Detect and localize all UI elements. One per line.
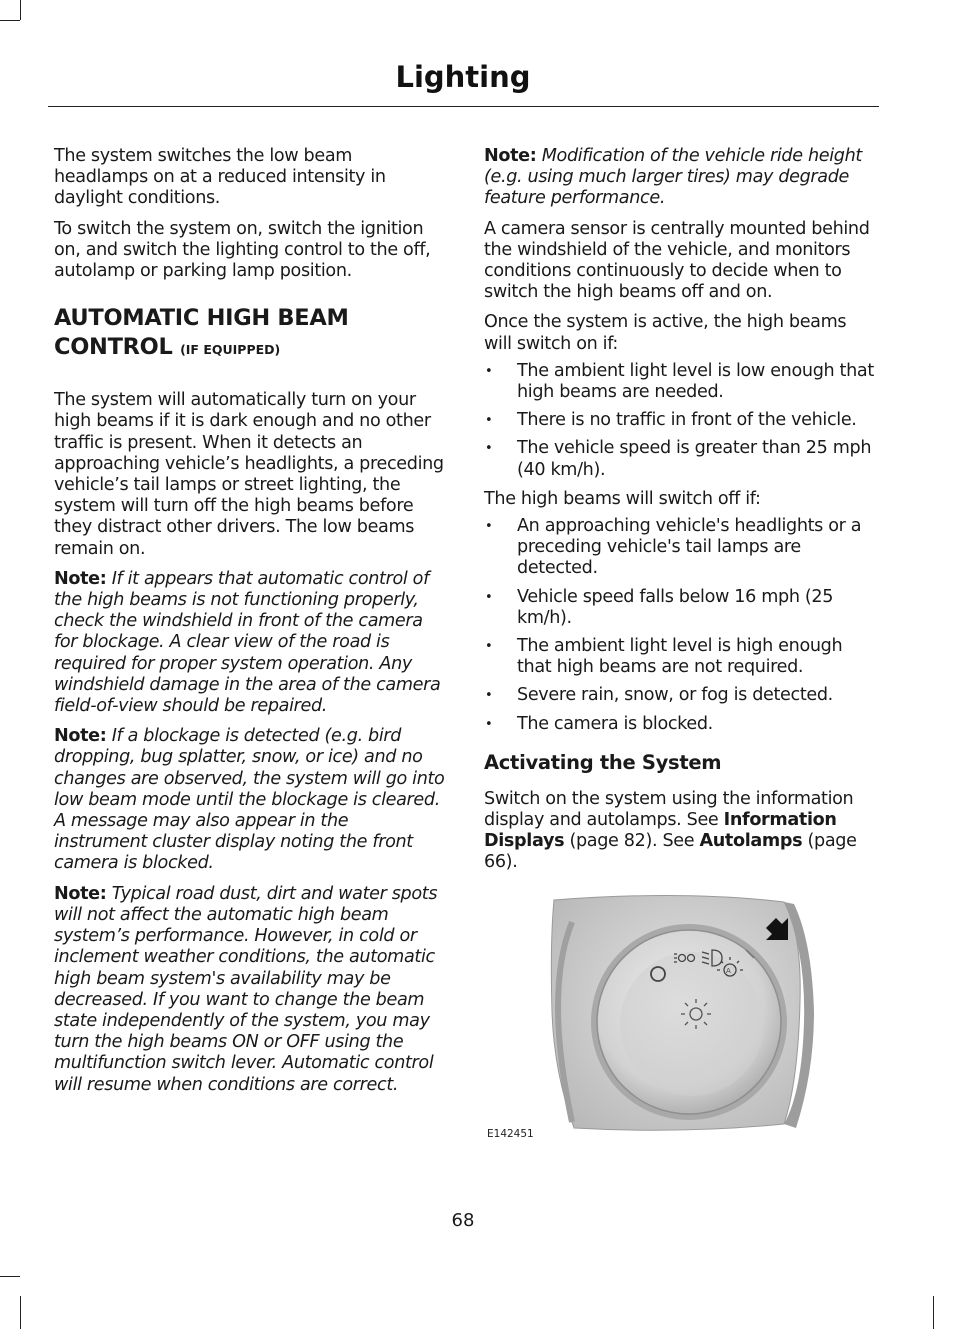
text: (page 82). See [564,831,700,852]
list-item: • The vehicle speed is greater than 25 mph (40 km/h). [484,438,876,480]
note-label: Note: [54,883,107,904]
list-item: • Severe rain, snow, or fog is detected. [484,685,876,706]
cross-reference-link[interactable]: Information Displays [484,810,837,852]
paragraph: A camera sensor is centrally mounted behind the windshield of the vehicle, and monitors conditions continuously to decide when to switch the high beams off and on. [484,218,870,303]
cross-reference-link[interactable]: Autolamps [699,831,803,852]
note-label: Note: [484,146,537,166]
note-text: Typical road dust, dirt and water spots will not affect the automatic high beam system’s performance. However, in cold or inclement weather conditions, the automatic high beam system's availability may be decreased. If you want to change the beam state independently of the system, you may turn the high beams ON or OFF using the multifunction switch lever. Automatic control will resume when conditions are correct. [54,883,438,1095]
section-heading [54,304,446,364]
note [54,884,446,1096]
page-number: 68 [451,1210,475,1231]
note-text: Modification of the vehicle ride height (e.g. using much larger tires) may degrade feature performance. [484,146,862,209]
page-title: Lighting [395,60,531,94]
list-item: • The ambient light level is high enough that high beams are not required. [484,636,876,678]
note-label: Note: [54,726,107,747]
crop-mark [20,1296,21,1329]
list-item: • The camera is blocked. [484,714,876,735]
crop-mark [20,0,21,20]
note-text: If it appears that automatic control of the high beams is not functioning properly, check the windshield in front of the camera for blockage. A clear view of the road is required for proper system operation. Any windshield damage in the area of the camera field-of-view should be repaired. [54,568,441,717]
note-text: If a blockage is detected (e.g. bird dropping, bug splatter, snow, or ice) and no changes are observed, the system will go into low beam mode until the blockage is cleared. A message may also appear in the instrument cluster display noting the front camera is blocked. [54,726,445,874]
switch-off-list [484,516,876,735]
note [484,146,876,210]
crop-mark [0,20,20,21]
left-column [54,146,446,1105]
paragraph: To switch the system on, switch the ignition on, and switch the lighting control to the off, autolamp or parking lamp position. [54,218,431,282]
list-item: • The ambient light level is low enough that high beams are needed. [484,361,876,403]
section-suffix: (IF EQUIPPED) [180,342,281,358]
svg-text:A: A [726,967,731,975]
crop-mark [0,1276,20,1277]
header-rule [48,106,879,107]
paragraph: The system will automatically turn on your high beams if it is dark enough and no other traffic is present. When it detects an approaching vehicle’s headlights, a preceding vehicle’s tail lamps or street lighting, the system will turn off the high beams before they distract other drivers. The low beams remain on. [54,390,444,559]
headlamp-switch-illustration [484,892,876,1144]
crop-mark [933,1296,934,1329]
text: (page 66). [484,831,857,873]
headlamp-switch-figure [484,892,876,1144]
text: Switch on the system using the information display and autolamps. See [484,788,854,831]
figure-code: E142451 [487,1128,534,1140]
note [54,569,446,717]
list-item: • An approaching vehicle's headlights or a preceding vehicle's tail lamps are detected. [484,516,876,580]
note-label: Note: [54,568,107,589]
paragraph: The system switches the low beam headlamps on at a reduced intensity in daylight conditions. [54,146,386,209]
paragraph: Once the system is active, the high beams will switch on if: [484,312,847,354]
activation-paragraph [484,789,876,874]
right-column [484,146,876,883]
note [54,726,446,874]
list-item: • There is no traffic in front of the vehicle. [484,410,876,431]
subsection-heading: Activating the System [484,750,722,774]
switch-on-list [484,361,876,481]
section-title: AUTOMATIC HIGH BEAM CONTROL [54,305,349,361]
paragraph: The high beams will switch off if: [484,488,761,509]
list-item: • Vehicle speed falls below 16 mph (25 km/h). [484,587,876,629]
